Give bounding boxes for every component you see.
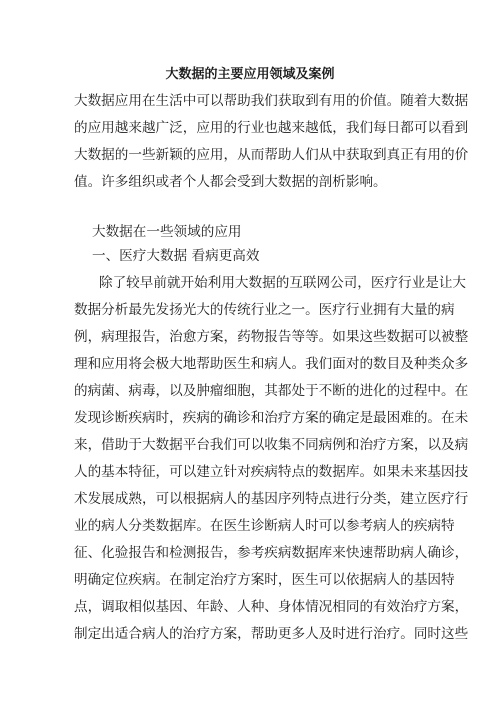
intro-line: 值。许多组织或者个人都会受到大数据的剖析影响。 [74, 174, 387, 190]
body-line: 除了较早前就开始利用大数据的互联网公司，医疗行业是让大 [99, 275, 467, 291]
body-line: 制定出适合病人的治疗方案，帮助更多人及时进行治疗。同时这些 [74, 626, 469, 642]
subsection-heading: 一、医疗大数据 看病更高效 [92, 248, 260, 264]
body-line: 点，调取相似基因、年龄、人种、身体情况相同的有效治疗方案， [74, 599, 469, 615]
body-line: 明确定位疾病。在制定治疗方案时，医生可以依据病人的基因特 [74, 572, 455, 588]
body-line: 发现诊断疾病时，疾病的确诊和治疗方案的确定是最困难的。在未 [74, 410, 469, 426]
body-line: 人的基本特征，可以建立针对疾病特点的数据库。如果未来基因技 [74, 464, 469, 480]
document-title: 大数据的主要应用领域及案例 [165, 67, 335, 82]
intro-line: 的应用越来越广泛，应用的行业也越来越低，我们每日都可以看到 [74, 120, 469, 136]
body-line: 业的病人分类数据库。在医生诊断病人时可以参考病人的疾病特 [74, 518, 455, 534]
body-line: 征、化验报告和检测报告，参考疾病数据库来快速帮助病人确诊， [74, 545, 469, 561]
intro-line: 大数据应用在生活中可以帮助我们获取到有用的价值。随着大数据 [74, 93, 469, 109]
section-heading: 大数据在一些领域的应用 [92, 224, 242, 240]
body-line: 术发展成熟，可以根据病人的基因序列特点进行分类，建立医疗行 [74, 491, 469, 507]
body-line: 来，借助于大数据平台我们可以收集不同病例和治疗方案，以及病 [74, 437, 469, 453]
body-line: 的病菌、病毒，以及肿瘤细胞，其都处于不断的进化的过程中。在 [74, 383, 469, 399]
intro-line: 大数据的一些新颖的应用，从而帮助人们从中获取到真正有用的价 [74, 147, 469, 163]
body-line: 理和应用将会极大地帮助医生和病人。我们面对的数目及种类众多 [74, 356, 469, 372]
body-line: 例，病理报告，治愈方案，药物报告等等。如果这些数据可以被整 [74, 329, 469, 345]
body-line: 数据分析最先发扬光大的传统行业之一。医疗行业拥有大量的病 [74, 302, 455, 318]
